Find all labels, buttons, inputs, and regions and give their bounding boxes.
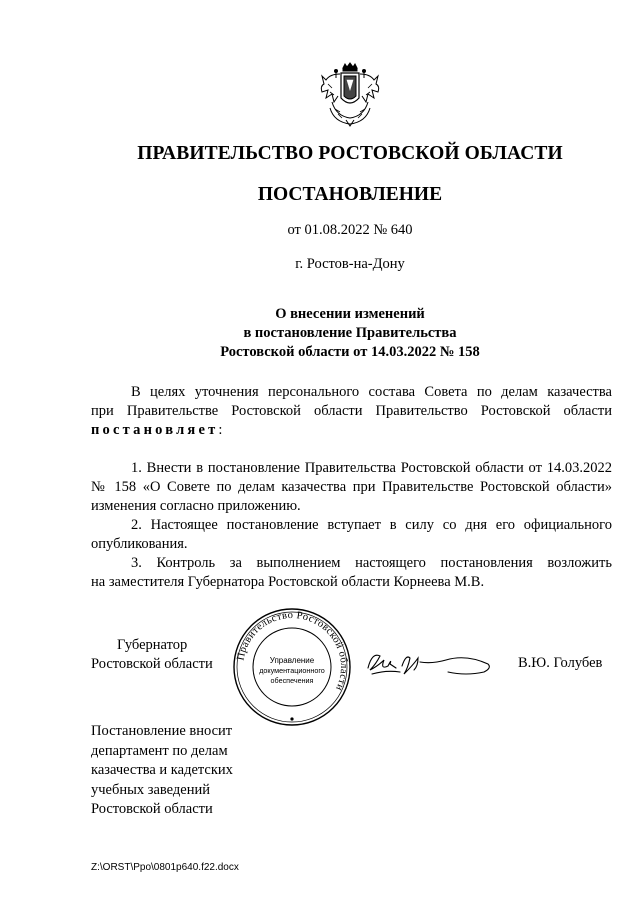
government-title: ПРАВИТЕЛЬСТВО РОСТОВСКОЙ ОБЛАСТИ [137, 143, 563, 164]
subject-line: Ростовской области от 14.03.2022 № 158 [220, 344, 480, 360]
contributor-line: Постановление вносит [91, 723, 233, 739]
document-city: г. Ростов-на-Дону [295, 256, 405, 272]
seal-outer-text: Правительство Ростовской области [235, 609, 350, 693]
seal-inner-line: документационного [259, 666, 325, 675]
handwritten-signature [366, 644, 496, 684]
signatory-title-line: Ростовской области [91, 656, 213, 672]
clause-line: изменения согласно приложению. [91, 498, 301, 514]
subject-line: О внесении изменений [275, 306, 425, 322]
seal-star-icon [290, 717, 293, 720]
contributor-block [91, 722, 261, 820]
clause-line: опубликования. [91, 536, 188, 552]
signatory-title [91, 636, 231, 674]
clause-line: № 158 «О Совете по делам казачества при Правительстве Ростовской области» [91, 479, 612, 495]
rostov-oblast-coat-of-arms-icon [316, 62, 384, 128]
clause-1 [91, 459, 612, 516]
official-seal [231, 606, 353, 728]
contributor-line: Ростовской области [91, 801, 213, 817]
preamble-line: при Правительстве Ростовской области Правительство Ростовской области [91, 403, 612, 419]
clause-line: 2. Настоящее постановление вступает в силу со дня его официального [131, 517, 612, 533]
contributor-line: учебных заведений [91, 781, 210, 798]
subject-line: в постановление Правительства [243, 325, 457, 341]
clause-line: 3. Контроль за выполнением настоящего постановления возложить [131, 555, 612, 571]
decree-word: постановляет [91, 422, 219, 438]
document-date-number: от 01.08.2022 № 640 [287, 222, 413, 238]
clause-2 [91, 516, 612, 554]
document-type: ПОСТАНОВЛЕНИЕ [257, 184, 443, 205]
seal-inner-line: обеспечения [270, 676, 314, 685]
clause-line: на заместителя Губернатора Ростовской области Корнеева М.В. [91, 574, 485, 590]
document-subject [0, 305, 640, 362]
clause-line: 1. Внести в постановление Правительства Ростовской области от 14.03.2022 [131, 460, 612, 476]
file-path: Z:\ORST\Ppo\0801p640.f22.docx [91, 862, 239, 873]
contributor-line: департамент по делам [91, 742, 228, 759]
signatory-name: В.Ю. Голубев [518, 655, 603, 671]
preamble-paragraph [91, 383, 612, 440]
contributor-line: казачества и кадетских [91, 762, 233, 778]
preamble-line: В целях уточнения персонального состава Совета по делам казачества [131, 384, 612, 400]
clause-3 [91, 554, 612, 592]
seal-inner-line: Управление [269, 656, 315, 665]
decree-punct: : [218, 422, 223, 438]
signatory-title-line: Губернатор [117, 637, 188, 653]
